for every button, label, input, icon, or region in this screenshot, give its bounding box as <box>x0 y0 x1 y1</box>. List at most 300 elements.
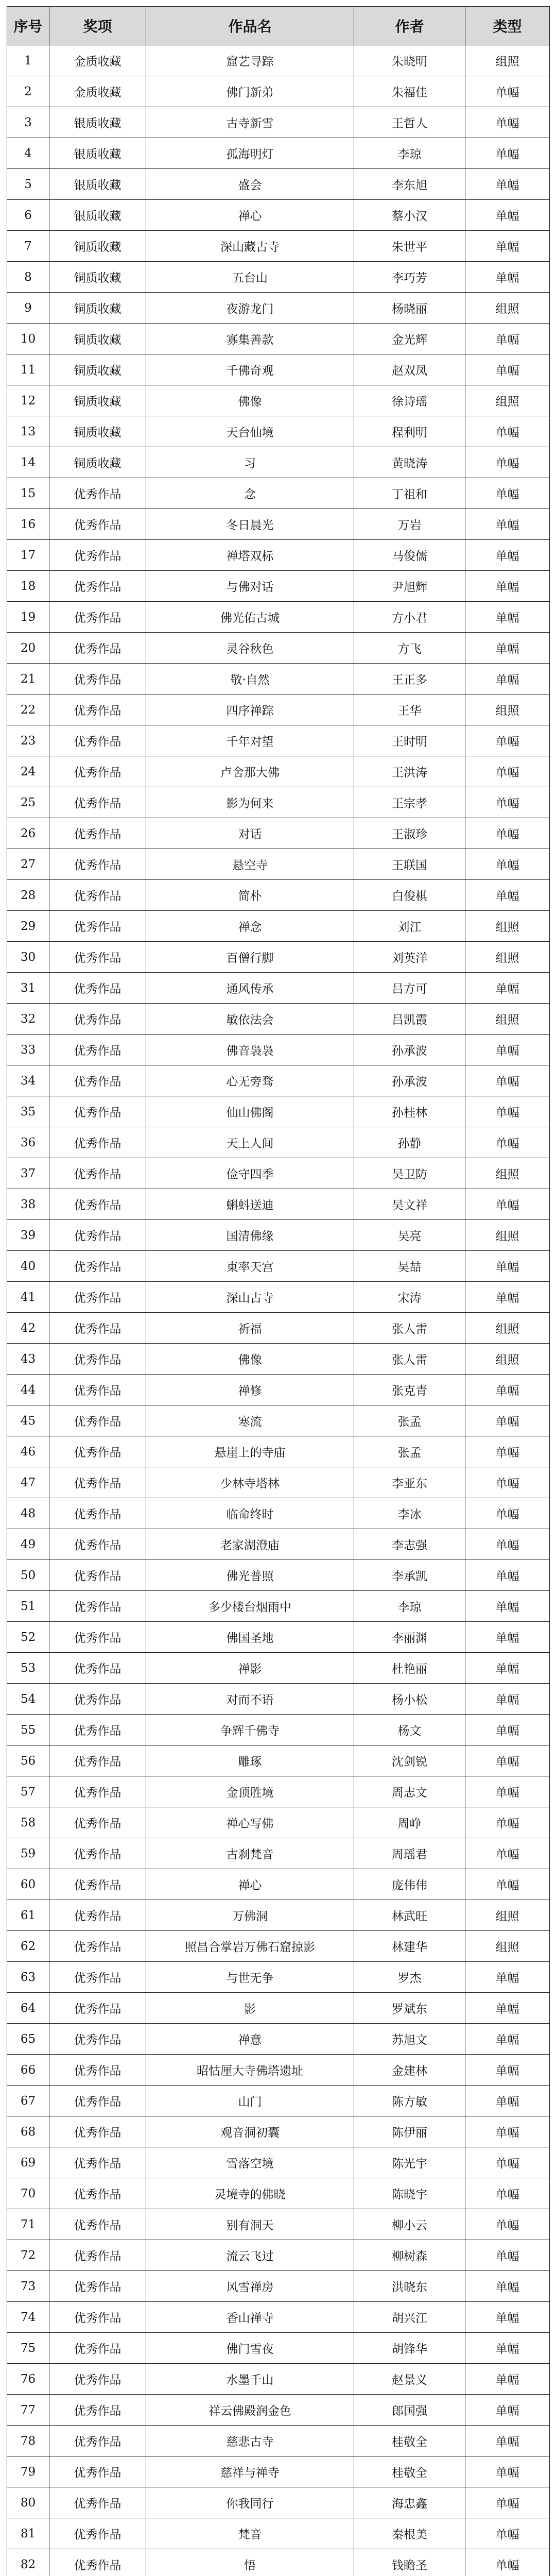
cell-index: 23 <box>7 725 49 756</box>
cell-award: 铜质收藏 <box>49 385 146 416</box>
cell-author: 程利明 <box>354 416 465 447</box>
cell-award: 优秀作品 <box>49 1715 146 1745</box>
cell-index: 63 <box>7 1962 49 1993</box>
cell-type: 单幅 <box>465 849 550 880</box>
cell-author: 李巧芳 <box>354 262 465 293</box>
cell-award: 优秀作品 <box>49 2271 146 2302</box>
cell-award: 优秀作品 <box>49 1560 146 1591</box>
cell-author: 吕凯霞 <box>354 1004 465 1035</box>
cell-type: 组照 <box>465 45 550 76</box>
table-row <box>7 942 550 973</box>
cell-index: 12 <box>7 385 49 416</box>
cell-work-title: 東率天宫 <box>146 1251 354 1282</box>
cell-author: 李丽渊 <box>354 1622 465 1653</box>
cell-type: 单幅 <box>465 2302 550 2333</box>
cell-type: 单幅 <box>465 2178 550 2209</box>
cell-index: 19 <box>7 602 49 633</box>
cell-award: 铜质收藏 <box>49 447 146 478</box>
cell-type: 单幅 <box>465 1993 550 2024</box>
cell-award: 铜质收藏 <box>49 231 146 262</box>
table-row <box>7 1931 550 1962</box>
cell-type: 单幅 <box>465 416 550 447</box>
table-row <box>7 1900 550 1931</box>
cell-type: 单幅 <box>465 2271 550 2302</box>
cell-type: 单幅 <box>465 138 550 169</box>
cell-award: 优秀作品 <box>49 2178 146 2209</box>
cell-work-title: 佛门新弟 <box>146 76 354 107</box>
cell-work-title: 敏依法会 <box>146 1004 354 1035</box>
cell-index: 74 <box>7 2302 49 2333</box>
table-row <box>7 2271 550 2302</box>
table-row <box>7 1529 550 1560</box>
cell-author: 孙承波 <box>354 1035 465 1065</box>
cell-work-title: 四序禅踪 <box>146 694 354 725</box>
cell-work-title: 灵境寺的佛晓 <box>146 2178 354 2209</box>
header-author: 作者 <box>354 7 465 45</box>
table-row <box>7 1251 550 1282</box>
cell-award: 优秀作品 <box>49 1436 146 1467</box>
table-row <box>7 1807 550 1838</box>
cell-work-title: 少林寺塔林 <box>146 1467 354 1498</box>
cell-author: 王哲人 <box>354 107 465 138</box>
cell-award: 优秀作品 <box>49 1189 146 1220</box>
cell-author: 李亚东 <box>354 1467 465 1498</box>
cell-type: 单幅 <box>465 1096 550 1127</box>
cell-work-title: 禅心 <box>146 1869 354 1900</box>
table-row <box>7 664 550 694</box>
cell-award: 优秀作品 <box>49 2487 146 2518</box>
cell-type: 组照 <box>465 694 550 725</box>
cell-type: 单幅 <box>465 818 550 849</box>
table-row <box>7 1591 550 1622</box>
cell-author: 陈伊丽 <box>354 2116 465 2147</box>
cell-work-title: 千年对望 <box>146 725 354 756</box>
cell-award: 优秀作品 <box>49 2518 146 2549</box>
cell-author: 陈方敏 <box>354 2086 465 2116</box>
cell-type: 单幅 <box>465 633 550 664</box>
cell-author: 林武旺 <box>354 1900 465 1931</box>
cell-award: 优秀作品 <box>49 849 146 880</box>
cell-award: 优秀作品 <box>49 911 146 942</box>
cell-author: 吴文祥 <box>354 1189 465 1220</box>
cell-index: 39 <box>7 1220 49 1251</box>
cell-work-title: 敬·自然 <box>146 664 354 694</box>
cell-author: 张人雷 <box>354 1344 465 1375</box>
cell-work-title: 慈祥与禅寺 <box>146 2456 354 2487</box>
cell-award: 优秀作品 <box>49 1004 146 1035</box>
cell-work-title: 昭怙厘大寺佛塔遗址 <box>146 2055 354 2086</box>
cell-author: 柳小云 <box>354 2209 465 2240</box>
table-row <box>7 354 550 385</box>
cell-index: 5 <box>7 169 49 200</box>
cell-index: 73 <box>7 2271 49 2302</box>
cell-index: 4 <box>7 138 49 169</box>
cell-award: 优秀作品 <box>49 1220 146 1251</box>
cell-index: 78 <box>7 2426 49 2456</box>
cell-work-title: 影为何来 <box>146 787 354 818</box>
table-row <box>7 416 550 447</box>
cell-award: 优秀作品 <box>49 756 146 787</box>
cell-author: 朱晓明 <box>354 45 465 76</box>
cell-index: 15 <box>7 478 49 509</box>
table-row <box>7 293 550 324</box>
cell-award: 优秀作品 <box>49 2364 146 2395</box>
cell-award: 铜质收藏 <box>49 324 146 354</box>
cell-index: 6 <box>7 200 49 231</box>
cell-award: 优秀作品 <box>49 2240 146 2271</box>
cell-author: 赵双凤 <box>354 354 465 385</box>
cell-author: 苏旭文 <box>354 2024 465 2055</box>
cell-index: 70 <box>7 2178 49 2209</box>
table-row <box>7 1065 550 1096</box>
cell-work-title: 蝌蚪送迪 <box>146 1189 354 1220</box>
table-row <box>7 1622 550 1653</box>
cell-index: 52 <box>7 1622 49 1653</box>
cell-index: 40 <box>7 1251 49 1282</box>
cell-author: 赵景义 <box>354 2364 465 2395</box>
cell-type: 组照 <box>465 1344 550 1375</box>
cell-type: 组照 <box>465 385 550 416</box>
cell-index: 54 <box>7 1684 49 1715</box>
cell-work-title: 禅塔双标 <box>146 540 354 571</box>
table-row <box>7 447 550 478</box>
cell-award: 优秀作品 <box>49 1745 146 1776</box>
cell-work-title: 禅念 <box>146 911 354 942</box>
cell-award: 优秀作品 <box>49 2055 146 2086</box>
cell-work-title: 金顶胜境 <box>146 1776 354 1807</box>
table-row <box>7 2240 550 2271</box>
cell-award: 优秀作品 <box>49 1993 146 2024</box>
cell-index: 18 <box>7 571 49 602</box>
cell-author: 王正多 <box>354 664 465 694</box>
table-row <box>7 509 550 540</box>
cell-index: 43 <box>7 1344 49 1375</box>
table-row <box>7 385 550 416</box>
cell-author: 王时明 <box>354 725 465 756</box>
cell-work-title: 习 <box>146 447 354 478</box>
table-row <box>7 45 550 76</box>
cell-work-title: 佛光佑古城 <box>146 602 354 633</box>
cell-award: 铜质收藏 <box>49 262 146 293</box>
cell-type: 单幅 <box>465 2209 550 2240</box>
cell-index: 13 <box>7 416 49 447</box>
table-row <box>7 787 550 818</box>
cell-type: 单幅 <box>465 2147 550 2178</box>
cell-work-title: 悬空寺 <box>146 849 354 880</box>
cell-author: 张孟 <box>354 1436 465 1467</box>
cell-award: 优秀作品 <box>49 1065 146 1096</box>
table-row <box>7 818 550 849</box>
table-row <box>7 1776 550 1807</box>
cell-award: 优秀作品 <box>49 818 146 849</box>
cell-work-title: 古刹梵音 <box>146 1838 354 1869</box>
cell-type: 单幅 <box>465 1498 550 1529</box>
cell-author: 王华 <box>354 694 465 725</box>
cell-author: 白俊棋 <box>354 880 465 911</box>
cell-type: 组照 <box>465 1900 550 1931</box>
cell-type: 单幅 <box>465 478 550 509</box>
cell-author: 胡锋华 <box>354 2333 465 2364</box>
cell-award: 优秀作品 <box>49 1375 146 1405</box>
table-row <box>7 633 550 664</box>
table-row <box>7 169 550 200</box>
cell-award: 优秀作品 <box>49 2024 146 2055</box>
cell-author: 黄晓涛 <box>354 447 465 478</box>
cell-author: 桂敬全 <box>354 2456 465 2487</box>
cell-type: 单幅 <box>465 1189 550 1220</box>
cell-type: 单幅 <box>465 880 550 911</box>
cell-type: 单幅 <box>465 1838 550 1869</box>
cell-work-title: 仙山佛阁 <box>146 1096 354 1127</box>
cell-index: 68 <box>7 2116 49 2147</box>
cell-index: 8 <box>7 262 49 293</box>
cell-work-title: 观音洞初囊 <box>146 2116 354 2147</box>
table-row <box>7 2426 550 2456</box>
cell-index: 7 <box>7 231 49 262</box>
cell-type: 单幅 <box>465 2364 550 2395</box>
cell-work-title: 你我同行 <box>146 2487 354 2518</box>
cell-work-title: 深山藏古寺 <box>146 231 354 262</box>
cell-type: 单幅 <box>465 2240 550 2271</box>
cell-author: 刘江 <box>354 911 465 942</box>
cell-type: 组照 <box>465 1004 550 1035</box>
cell-index: 20 <box>7 633 49 664</box>
cell-work-title: 孤海明灯 <box>146 138 354 169</box>
cell-author: 马俊儒 <box>354 540 465 571</box>
cell-award: 优秀作品 <box>49 1684 146 1715</box>
cell-type: 单幅 <box>465 787 550 818</box>
cell-author: 周瑶君 <box>354 1838 465 1869</box>
cell-type: 单幅 <box>465 2395 550 2426</box>
cell-author: 方小君 <box>354 602 465 633</box>
table-row <box>7 2395 550 2426</box>
cell-award: 优秀作品 <box>49 540 146 571</box>
cell-author: 孙桂林 <box>354 1096 465 1127</box>
cell-work-title: 夜游龙门 <box>146 293 354 324</box>
cell-author: 钱瞻圣 <box>354 2549 465 2576</box>
cell-work-title: 雕琢 <box>146 1745 354 1776</box>
table-row <box>7 725 550 756</box>
table-row <box>7 973 550 1004</box>
cell-work-title: 佛像 <box>146 385 354 416</box>
cell-index: 50 <box>7 1560 49 1591</box>
cell-type: 单幅 <box>465 2456 550 2487</box>
table-row <box>7 1313 550 1344</box>
cell-index: 65 <box>7 2024 49 2055</box>
cell-work-title: 百僧行脚 <box>146 942 354 973</box>
cell-type: 单幅 <box>465 602 550 633</box>
table-row <box>7 1560 550 1591</box>
table-row <box>7 1498 550 1529</box>
cell-author: 林建华 <box>354 1931 465 1962</box>
cell-index: 33 <box>7 1035 49 1065</box>
cell-type: 单幅 <box>465 571 550 602</box>
cell-work-title: 禅心 <box>146 200 354 231</box>
cell-index: 25 <box>7 787 49 818</box>
cell-author: 徐诗瑶 <box>354 385 465 416</box>
cell-award: 优秀作品 <box>49 2147 146 2178</box>
table-row <box>7 1467 550 1498</box>
cell-author: 宋涛 <box>354 1282 465 1313</box>
cell-type: 单幅 <box>465 1622 550 1653</box>
cell-index: 56 <box>7 1745 49 1776</box>
cell-award: 铜质收藏 <box>49 354 146 385</box>
cell-type: 单幅 <box>465 2487 550 2518</box>
cell-work-title: 简朴 <box>146 880 354 911</box>
cell-author: 李东旭 <box>354 169 465 200</box>
cell-author: 方飞 <box>354 633 465 664</box>
cell-type: 单幅 <box>465 1869 550 1900</box>
cell-work-title: 寒流 <box>146 1405 354 1436</box>
awards-table <box>7 6 550 2576</box>
cell-index: 67 <box>7 2086 49 2116</box>
cell-author: 洪晓东 <box>354 2271 465 2302</box>
cell-author: 尹旭辉 <box>354 571 465 602</box>
table-row <box>7 694 550 725</box>
cell-type: 单幅 <box>465 1529 550 1560</box>
cell-index: 3 <box>7 107 49 138</box>
cell-type: 组照 <box>465 1158 550 1189</box>
cell-index: 42 <box>7 1313 49 1344</box>
cell-work-title: 老家湖澄庙 <box>146 1529 354 1560</box>
cell-author: 金光辉 <box>354 324 465 354</box>
cell-index: 34 <box>7 1065 49 1096</box>
cell-award: 银质收藏 <box>49 169 146 200</box>
cell-work-title: 争辉千佛寺 <box>146 1715 354 1745</box>
cell-index: 1 <box>7 45 49 76</box>
cell-author: 杨小松 <box>354 1684 465 1715</box>
cell-work-title: 风雪禅房 <box>146 2271 354 2302</box>
cell-type: 单幅 <box>465 1807 550 1838</box>
cell-author: 庞伟伟 <box>354 1869 465 1900</box>
cell-award: 优秀作品 <box>49 1807 146 1838</box>
cell-index: 59 <box>7 1838 49 1869</box>
cell-index: 46 <box>7 1436 49 1467</box>
cell-index: 2 <box>7 76 49 107</box>
cell-work-title: 佛国圣地 <box>146 1622 354 1653</box>
cell-index: 64 <box>7 1993 49 2024</box>
cell-index: 27 <box>7 849 49 880</box>
cell-work-title: 千佛奇观 <box>146 354 354 385</box>
cell-index: 72 <box>7 2240 49 2271</box>
cell-type: 单幅 <box>465 756 550 787</box>
table-row <box>7 540 550 571</box>
table-row <box>7 2456 550 2487</box>
cell-author: 张孟 <box>354 1405 465 1436</box>
header-row <box>7 7 550 45</box>
cell-work-title: 窟艺寻踪 <box>146 45 354 76</box>
cell-work-title: 国清佛缘 <box>146 1220 354 1251</box>
cell-work-title: 念 <box>146 478 354 509</box>
cell-author: 罗杰 <box>354 1962 465 1993</box>
cell-award: 优秀作品 <box>49 1158 146 1189</box>
cell-award: 优秀作品 <box>49 1591 146 1622</box>
cell-type: 单幅 <box>465 1375 550 1405</box>
cell-index: 31 <box>7 973 49 1004</box>
cell-index: 79 <box>7 2456 49 2487</box>
cell-type: 组照 <box>465 911 550 942</box>
table-row <box>7 200 550 231</box>
table-row <box>7 1282 550 1313</box>
cell-work-title: 山门 <box>146 2086 354 2116</box>
cell-award: 优秀作品 <box>49 602 146 633</box>
cell-award: 优秀作品 <box>49 2302 146 2333</box>
cell-award: 优秀作品 <box>49 509 146 540</box>
cell-index: 51 <box>7 1591 49 1622</box>
cell-author: 杨晓丽 <box>354 293 465 324</box>
table-row <box>7 2024 550 2055</box>
cell-type: 单幅 <box>465 1127 550 1158</box>
cell-index: 30 <box>7 942 49 973</box>
cell-type: 单幅 <box>465 2116 550 2147</box>
cell-author: 杜艳丽 <box>354 1653 465 1684</box>
cell-work-title: 与佛对话 <box>146 571 354 602</box>
header-type: 类型 <box>465 7 550 45</box>
cell-award: 优秀作品 <box>49 1282 146 1313</box>
cell-type: 单幅 <box>465 1560 550 1591</box>
cell-author: 朱福佳 <box>354 76 465 107</box>
table-row <box>7 231 550 262</box>
cell-index: 81 <box>7 2518 49 2549</box>
cell-award: 优秀作品 <box>49 1869 146 1900</box>
cell-type: 单幅 <box>465 200 550 231</box>
cell-type: 单幅 <box>465 1745 550 1776</box>
cell-index: 61 <box>7 1900 49 1931</box>
cell-author: 孙静 <box>354 1127 465 1158</box>
cell-index: 35 <box>7 1096 49 1127</box>
table-row <box>7 1715 550 1745</box>
cell-index: 11 <box>7 354 49 385</box>
cell-index: 10 <box>7 324 49 354</box>
cell-work-title: 影 <box>146 1993 354 2024</box>
cell-author: 李志强 <box>354 1529 465 1560</box>
cell-author: 李琼 <box>354 138 465 169</box>
cell-author: 万岩 <box>354 509 465 540</box>
table-row <box>7 2147 550 2178</box>
cell-award: 优秀作品 <box>49 2116 146 2147</box>
cell-award: 铜质收藏 <box>49 416 146 447</box>
cell-index: 57 <box>7 1776 49 1807</box>
table-row <box>7 1375 550 1405</box>
cell-author: 秦根美 <box>354 2518 465 2549</box>
cell-type: 单幅 <box>465 2024 550 2055</box>
cell-author: 陈光宇 <box>354 2147 465 2178</box>
cell-type: 单幅 <box>465 447 550 478</box>
cell-work-title: 禅意 <box>146 2024 354 2055</box>
cell-work-title: 佛像 <box>146 1344 354 1375</box>
cell-type: 单幅 <box>465 2086 550 2116</box>
header-work-title: 作品名 <box>146 7 354 45</box>
cell-award: 金质收藏 <box>49 45 146 76</box>
cell-type: 单幅 <box>465 540 550 571</box>
table-row <box>7 478 550 509</box>
header-index: 序号 <box>7 7 49 45</box>
cell-work-title: 雪落空境 <box>146 2147 354 2178</box>
cell-work-title: 别有洞天 <box>146 2209 354 2240</box>
table-row <box>7 1004 550 1035</box>
cell-author: 吴亮 <box>354 1220 465 1251</box>
cell-author: 杨文 <box>354 1715 465 1745</box>
cell-author: 金建林 <box>354 2055 465 2086</box>
cell-index: 29 <box>7 911 49 942</box>
cell-award: 优秀作品 <box>49 1931 146 1962</box>
cell-type: 单幅 <box>465 1653 550 1684</box>
cell-index: 49 <box>7 1529 49 1560</box>
cell-index: 14 <box>7 447 49 478</box>
cell-work-title: 祈福 <box>146 1313 354 1344</box>
cell-index: 26 <box>7 818 49 849</box>
table-row <box>7 1745 550 1776</box>
